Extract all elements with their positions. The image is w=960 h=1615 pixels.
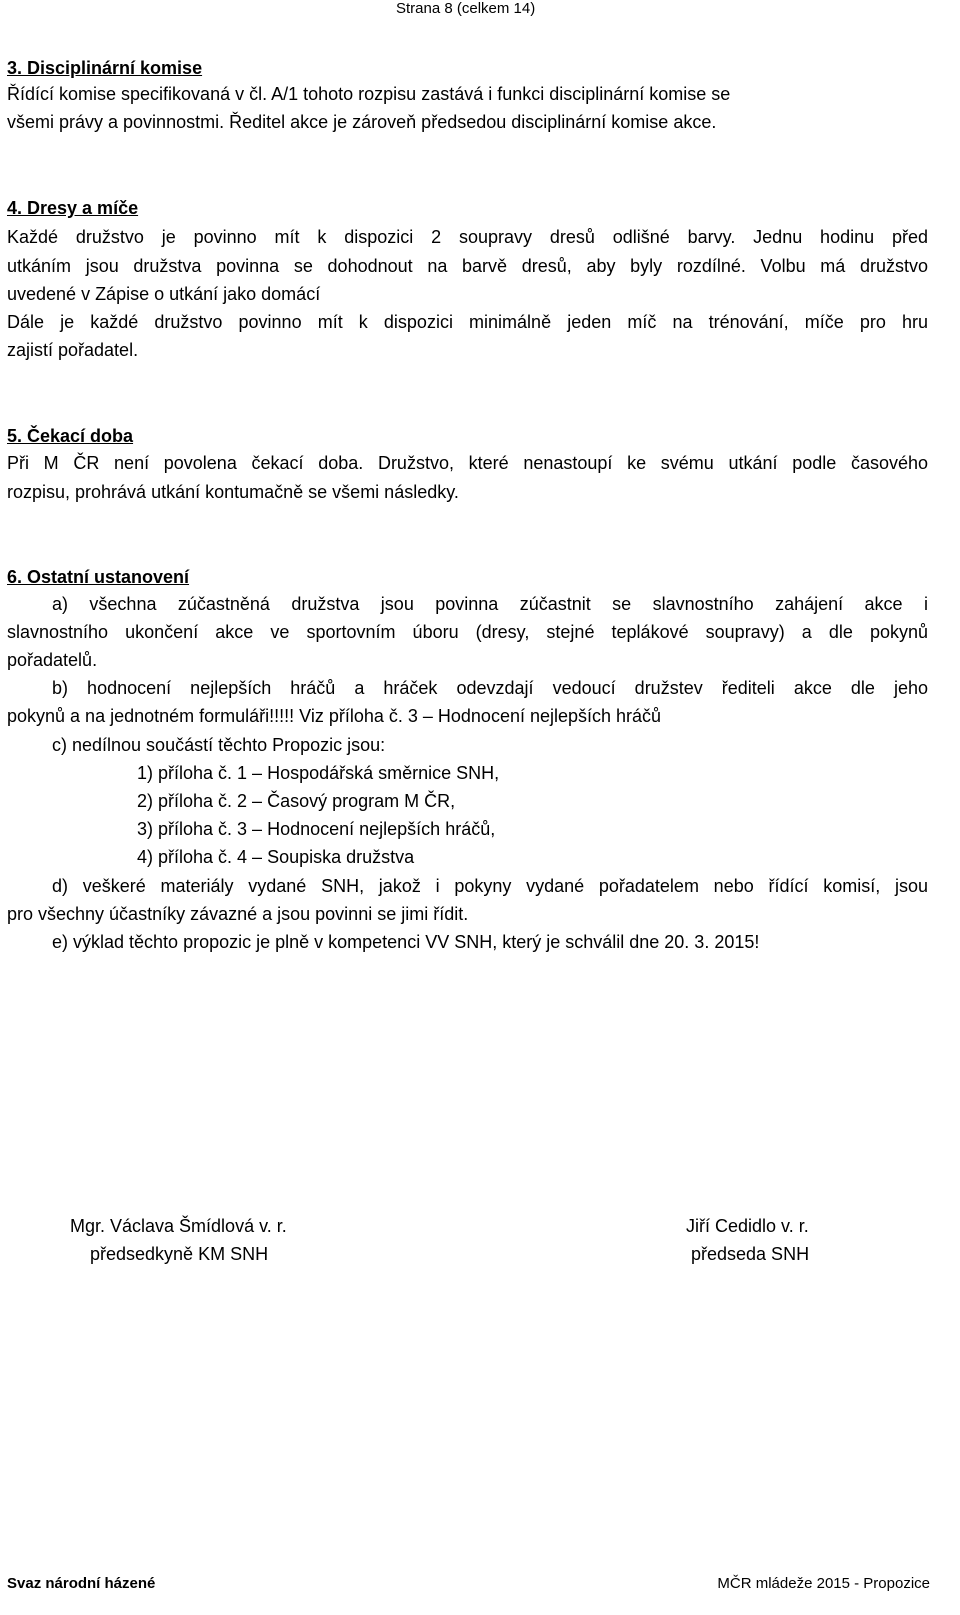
section-4-text-line: zajistí pořadatel. xyxy=(7,340,139,360)
section-6-heading: 6. Ostatní ustanovení xyxy=(7,567,190,587)
section-5-text-line: Při M ČR není povolena čekací doba. Družstvo, které nenastoupí ke svému utkání podle časového xyxy=(7,453,928,473)
page-number: Strana 8 (celkem 14) xyxy=(396,0,536,17)
section-4-heading: 4. Dresy a míče xyxy=(7,198,139,218)
section-3-text-line: Řídící komise specifikovaná v čl. A/1 tohoto rozpisu zastává i funkci disciplinární komise se xyxy=(7,84,731,104)
section-6-item-c: c) nedílnou součástí těchto Propozic jsou: xyxy=(52,735,386,755)
section-6-item-d: d) veškeré materiály vydané SNH, jakož i pokyny vydané pořadatelem nebo řídící komisí, jsou xyxy=(52,876,928,896)
section-6-item-b-line: pokynů a na jednotném formuláři!!!!! Viz příloha č. 3 – Hodnocení nejlepších hráčů xyxy=(7,706,662,726)
section-4-text-line: Dále je každé družstvo povinno mít k dispozici minimálně jeden míč na trénování, míče pro hru xyxy=(7,312,928,332)
footer-organization: Svaz národní házené xyxy=(7,1575,156,1592)
section-3-text-line: všemi právy a povinnostmi. Ředitel akce je zároveň předsedou disciplinární komise akce. xyxy=(7,112,717,132)
section-6-item-e: e) výklad těchto propozic je plně v kompetenci VV SNH, který je schválil dne 20. 3. 2015! xyxy=(52,932,760,952)
section-4-text-line: uvedené v Zápise o utkání jako domácí xyxy=(7,284,321,304)
section-5-text-line: rozpisu, prohrává utkání kontumačně se všemi následky. xyxy=(7,482,459,502)
signature-right-name: Jiří Cedidlo v. r. xyxy=(686,1216,809,1236)
section-6-item-b: b) hodnocení nejlepších hráčů a hráček odevzdají vedoucí družstev řediteli akce dle jeho xyxy=(52,678,928,698)
section-6-item-a: a) všechna zúčastněná družstva jsou povinna zúčastnit se slavnostního zahájení akce i xyxy=(52,594,928,614)
section-4-text-line: Každé družstvo je povinno mít k dispozici 2 soupravy dresů odlišné barvy. Jednu hodinu před xyxy=(7,227,928,247)
annex-list-item: 4) příloha č. 4 – Soupiska družstva xyxy=(137,847,415,867)
section-4-text-line: utkáním jsou družstva povinna se dohodnout na barvě dresů, aby byly rozdílné. Volbu má družstvo xyxy=(7,256,928,276)
section-5-heading: 5. Čekací doba xyxy=(7,426,134,446)
signature-left-role: předsedkyně KM SNH xyxy=(90,1244,269,1264)
section-3-heading: 3. Disciplinární komise xyxy=(7,58,203,78)
annex-list-item: 1) příloha č. 1 – Hospodářská směrnice SNH, xyxy=(137,763,500,783)
section-6-item-a-line: slavnostního ukončení akce ve sportovním úboru (dresy, stejné teplákové soupravy) a dle pokynů xyxy=(7,622,928,642)
footer-document-title: MČR mládeže 2015 - Propozice xyxy=(717,1575,930,1592)
section-6-item-a-line: pořadatelů. xyxy=(7,650,98,670)
signature-right-role: předseda SNH xyxy=(691,1244,810,1264)
signature-left-name: Mgr. Václava Šmídlová v. r. xyxy=(70,1216,287,1236)
section-6-item-d-line: pro všechny účastníky závazné a jsou povinni se jimi řídit. xyxy=(7,904,469,924)
annex-list-item: 3) příloha č. 3 – Hodnocení nejlepších hráčů, xyxy=(137,819,496,839)
annex-list-item: 2) příloha č. 2 – Časový program M ČR, xyxy=(137,791,456,811)
